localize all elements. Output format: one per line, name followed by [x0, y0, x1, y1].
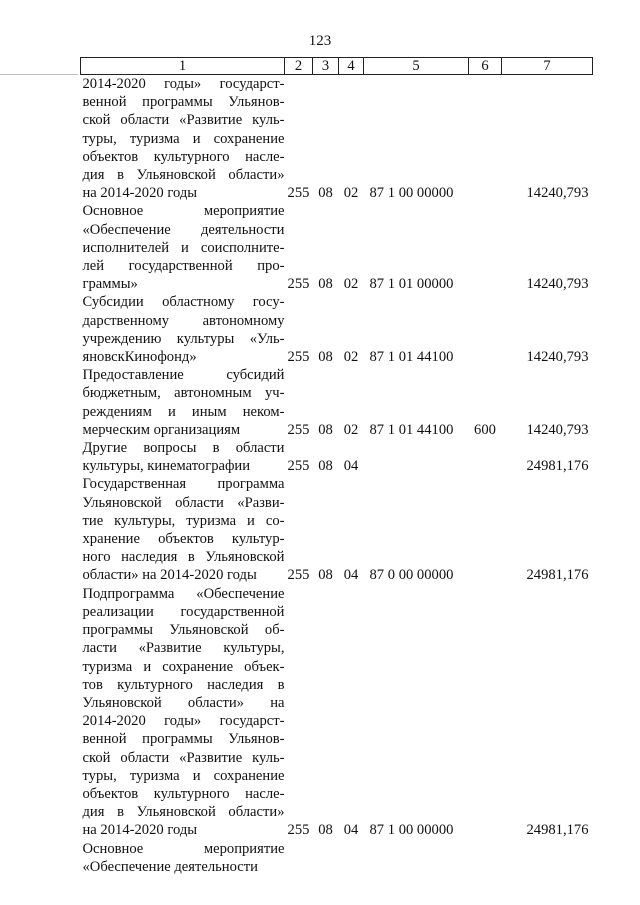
table-row — [81, 366, 593, 439]
description-line: туры, туризма и сохранение — [82, 767, 285, 784]
description-line: ласти «Развитие культуры, — [82, 640, 285, 657]
header-col-5: 5 — [364, 58, 469, 75]
description-line: дарственному автономному — [82, 312, 285, 329]
table-row — [81, 585, 593, 840]
subsection-code: 04 — [343, 567, 359, 584]
ministry-code: 255 — [287, 276, 310, 293]
ministry-code: 255 — [287, 458, 310, 475]
target-article-code — [364, 840, 469, 876]
amount: 14240,793 — [526, 349, 589, 366]
description-line: тов культурного наследия в — [82, 676, 285, 693]
description-line: дия в Ульяновской области» — [82, 804, 285, 821]
description-line: области» на 2014-2020 годы — [82, 567, 257, 584]
subsection-code — [339, 840, 364, 876]
description-line: мерческим организациям — [82, 421, 241, 438]
description-line: туризма и сохранение объек- — [82, 658, 285, 675]
amount: 24981,176 — [526, 822, 589, 839]
ministry-code: 255 — [287, 421, 310, 438]
expense-type-code — [469, 293, 502, 366]
description-line: Субсидии областному госу- — [82, 294, 285, 311]
amount: 24981,176 — [526, 458, 589, 475]
description-line: Предоставление субсидий — [82, 367, 285, 384]
expense-type-code — [469, 439, 502, 475]
table-row — [81, 293, 593, 366]
header-col-3: 3 — [313, 58, 339, 75]
row-description — [81, 75, 285, 203]
row-description — [81, 366, 285, 439]
description-line: культуры, кинематографии — [82, 458, 251, 475]
subsection-code: 02 — [343, 276, 359, 293]
description-line: хранение объектов культур- — [82, 531, 285, 548]
header-col-7: 7 — [502, 58, 593, 75]
subsection-code: 02 — [343, 421, 359, 438]
description-line: учреждению культуры «Уль- — [82, 330, 285, 347]
header-col-4: 4 — [339, 58, 364, 75]
table-row — [81, 75, 593, 203]
description-line: на 2014-2020 годы — [82, 822, 198, 839]
section-code — [313, 840, 339, 876]
page-number: 123 — [308, 33, 332, 49]
description-line: Другие вопросы в области — [82, 440, 285, 457]
description-line: ской области «Развитие куль- — [82, 112, 285, 129]
description-line: «Обеспечение деятельности — [82, 221, 285, 238]
description-line: ской области «Развитие куль- — [82, 749, 285, 766]
target-article-code: 87 1 01 44100 — [369, 421, 454, 438]
description-line: Государственная программа — [82, 476, 285, 493]
description-line: Подпрограмма «Обеспечение — [82, 585, 285, 602]
target-article-code: 87 1 00 00000 — [369, 185, 454, 202]
amount: 14240,793 — [526, 185, 589, 202]
amount: 14240,793 — [526, 276, 589, 293]
description-line: объектов культурного насле- — [82, 148, 285, 165]
description-line: венной программы Ульянов- — [82, 94, 285, 111]
header-col-2: 2 — [285, 58, 313, 75]
description-line: Ульяновской области «Разви- — [82, 494, 285, 511]
description-line: Основное мероприятие — [82, 203, 285, 220]
table-row — [81, 202, 593, 293]
ministry-code: 255 — [287, 349, 310, 366]
table-row — [81, 439, 593, 475]
target-article-code: 87 1 01 44100 — [369, 349, 454, 366]
target-article-code: 87 0 00 00000 — [369, 567, 454, 584]
description-line: объектов культурного насле- — [82, 785, 285, 802]
description-line: ного наследия в Ульяновской — [82, 549, 285, 566]
ministry-code — [285, 840, 313, 876]
description-line: туры, туризма и сохранение — [82, 130, 285, 147]
description-line: лей государственной про- — [82, 258, 285, 275]
amount: 14240,793 — [526, 421, 589, 438]
description-line: бюджетным, автономным уч- — [82, 385, 285, 402]
amount: 24981,176 — [526, 567, 589, 584]
description-line: реждениям и иным неком- — [82, 403, 285, 420]
table-header-row — [81, 58, 593, 75]
description-line: на 2014-2020 годы — [82, 185, 198, 202]
section-code: 08 — [318, 421, 333, 438]
subsection-code: 04 — [343, 458, 359, 475]
description-line: «Обеспечение деятельности — [82, 858, 258, 875]
description-line: исполнителей и соисполните- — [82, 239, 285, 256]
row-description — [81, 840, 285, 876]
row-description — [81, 293, 285, 366]
row-description — [81, 202, 285, 293]
expense-type-code: 600 — [474, 421, 496, 438]
description-line: Основное мероприятие — [82, 840, 285, 857]
row-description — [81, 475, 285, 584]
subsection-code: 04 — [343, 822, 359, 839]
ministry-code: 255 — [287, 822, 310, 839]
table-row — [81, 840, 593, 876]
scan-artifact — [0, 74, 78, 75]
section-code: 08 — [318, 458, 333, 475]
expense-type-code — [469, 585, 502, 840]
subsection-code: 02 — [343, 185, 359, 202]
description-line: Ульяновской области» на — [82, 694, 285, 711]
row-description — [81, 585, 285, 840]
ministry-code: 255 — [287, 567, 310, 584]
expense-type-code — [469, 475, 502, 584]
section-code: 08 — [318, 185, 333, 202]
header-col-6: 6 — [469, 58, 502, 75]
description-line: тие культуры, туризма и со- — [82, 512, 285, 529]
subsection-code: 02 — [343, 349, 359, 366]
amount — [502, 840, 593, 876]
ministry-code: 255 — [287, 185, 310, 202]
description-line: венной программы Ульянов- — [82, 731, 285, 748]
section-code: 08 — [318, 822, 333, 839]
section-code: 08 — [318, 276, 333, 293]
expense-type-code — [469, 202, 502, 293]
description-line: дия в Ульяновской области» — [82, 167, 285, 184]
target-article-code: 87 1 00 00000 — [369, 822, 454, 839]
section-code: 08 — [318, 567, 333, 584]
expense-type-code — [469, 840, 502, 876]
description-line: 2014-2020 годы» государст- — [82, 713, 285, 730]
expense-type-code — [469, 75, 502, 203]
target-article-code: 87 1 01 00000 — [369, 276, 454, 293]
table-row — [81, 475, 593, 584]
budget-table — [80, 57, 593, 876]
row-description — [81, 439, 285, 475]
section-code: 08 — [318, 349, 333, 366]
target-article-code — [364, 439, 469, 475]
description-line: яновскКинофонд» — [82, 349, 197, 366]
description-line: 2014-2020 годы» государст- — [82, 76, 285, 92]
table-body — [81, 75, 593, 876]
header-col-1: 1 — [81, 58, 285, 75]
description-line: программы Ульяновской об- — [82, 622, 285, 639]
description-line: реализации государственной — [82, 603, 285, 620]
description-line: граммы» — [82, 276, 138, 293]
